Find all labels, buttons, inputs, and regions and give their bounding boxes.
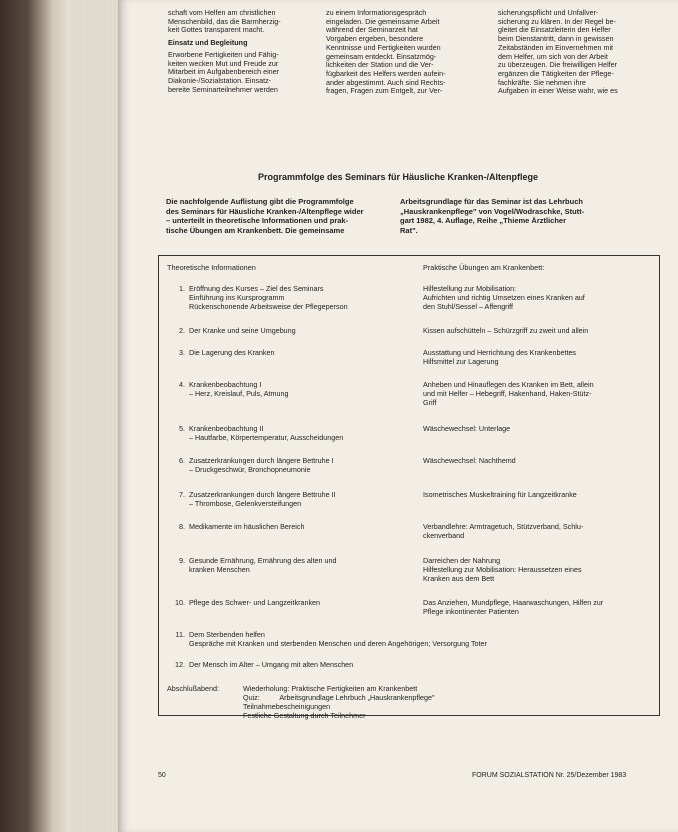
theory-cell — [167, 380, 288, 398]
practice-line: Anheben und Hinauflegen des Kranken im Bett, allein — [423, 380, 594, 389]
theory-line: 10. Pflege des Schwer- und Langzeitkranken — [167, 598, 320, 607]
program-row — [167, 660, 657, 669]
practice-line: Das Anziehen, Mundpflege, Haarwaschungen, Hilfen zur — [423, 598, 604, 607]
theory-line: 7. Zusatzerkrankungen durch längere Bettruhe II — [167, 490, 336, 499]
practice-cell — [423, 598, 653, 616]
closing-label: Abschlußabend: — [167, 684, 219, 693]
practice-line: und mit Helfer – Hebegriff, Hakenhand, Haken-Stütz- — [423, 389, 592, 398]
theory-line: – Druckgeschwür, Bronchopneumonie — [189, 465, 311, 474]
document-page — [118, 0, 678, 832]
row-number: 9. — [179, 556, 185, 565]
row-number: 12. — [175, 660, 185, 669]
text-line: Vorgaben ergeben, besondere — [326, 35, 424, 44]
theory-cell — [167, 456, 334, 474]
row-number: 11. — [175, 630, 185, 639]
intro-line: Rat". — [400, 225, 418, 235]
theory-line: kranken Menschen — [189, 565, 250, 574]
program-row — [167, 630, 657, 648]
top-column-3 — [498, 9, 646, 96]
practice-line: Verbandlehre: Armtragetuch, Stützverband, Schlu- — [423, 522, 584, 531]
intro-left — [166, 197, 388, 235]
practice-line: den Stuhl/Sessel – Affengriff — [423, 302, 514, 311]
program-title: Programmfolge des Seminars für Häusliche Kranken-/Altenpflege — [257, 172, 539, 182]
theory-line: 6. Zusatzerkrankungen durch längere Bettruhe I — [167, 456, 334, 465]
theory-line: Einführung ins Kursprogramm — [189, 293, 285, 302]
intro-right — [400, 197, 652, 235]
text-line: fragen, Fragen zum Entgelt, zur Ver- — [326, 87, 443, 96]
text-line: gemeinsam entdeckt. Einsatzmög- — [326, 52, 437, 61]
theory-cell — [167, 556, 336, 574]
text-line: keit Gottes transparent macht. — [168, 26, 265, 35]
practice-line: Kissen aufschütteln – Schürzgriff zu zweit und allein — [423, 326, 589, 335]
theory-line: Rückenschonende Arbeitsweise der Pflegeperson — [189, 302, 348, 311]
practice-cell — [423, 348, 653, 366]
text-line: fachkräfte. Sie nehmen ihre — [498, 78, 586, 87]
text-line: fügbarkeit des Helfers werden aufein- — [326, 69, 446, 78]
text-line: dem Helfer, um sich von der Arbeit — [498, 52, 608, 61]
header-practice: Praktische Übungen am Krankenbett: — [423, 263, 545, 272]
practice-cell — [423, 284, 653, 311]
text-line: während der Seminarzeit hat — [326, 26, 418, 35]
text-line: zu überzeugen. Die freiwilligen Helfer — [498, 61, 618, 70]
theory-line: 11. Dem Sterbenden helfen — [167, 630, 657, 639]
theory-cell — [167, 490, 336, 508]
practice-line: Wäschewechsel: Nachthemd — [423, 456, 516, 465]
header-theory: Theoretische Informationen — [167, 263, 256, 272]
top-column-2 — [326, 9, 454, 96]
practice-line: Hilfsmittel zur Lagerung — [423, 357, 499, 366]
text-line: sicherung zu klären. In der Regel be- — [498, 17, 616, 26]
section-heading: Einsatz und Begleitung — [168, 39, 248, 48]
closing-line: Wiederholung: Praktische Fertigkeiten am Krankenbett — [243, 684, 418, 693]
text-line: keiten wecken Mut und Freude zur — [168, 59, 279, 68]
top-column-1 — [168, 9, 288, 94]
row-number: 4. — [179, 380, 185, 389]
practice-line: Kranken aus dem Bett — [423, 574, 495, 583]
practice-cell — [423, 490, 653, 499]
text-line: sicherungspflicht und Unfallver- — [498, 9, 599, 17]
practice-line: Aufrichten und richtig Umsetzen eines Kranken auf — [423, 293, 585, 302]
theory-cell — [167, 326, 296, 335]
program-table — [158, 255, 660, 720]
intro-line: tische Übungen am Krankenbett. Die gemeinsame — [166, 225, 345, 235]
theory-line: 1. Eröffnung des Kurses – Ziel des Seminars — [167, 284, 348, 293]
practice-line: Darreichen der Nahrung — [423, 556, 501, 565]
intro-line: – unterteilt in theoretische Informationen und prak- — [166, 216, 349, 225]
text-line: lichkeiten der Station und die Ver- — [326, 61, 434, 70]
theory-line: 3. Die Lagerung des Kranken — [167, 348, 275, 357]
practice-line: Griff — [423, 398, 437, 407]
practice-line: Hilfestellung zur Mobilisation: — [423, 284, 517, 293]
intro-line: Die nachfolgende Auflistung gibt die Programmfolge — [166, 197, 354, 206]
text-line: Menschenbild, das die Barmherzig- — [168, 17, 281, 26]
page-edges — [70, 0, 118, 832]
theory-cell — [167, 424, 343, 442]
text-line: ander abgestimmt. Auch sind Rechts- — [326, 78, 446, 87]
intro-line: des Seminars für Häusliche Kranken-/Altenpflege wider — [166, 206, 364, 216]
journal-footer: FORUM SOZIALSTATION Nr. 25/Dezember 1983 — [472, 772, 627, 779]
practice-line: Hilfestellung zur Mobilisation: Heraussetzen eines — [423, 565, 582, 574]
practice-cell — [423, 556, 653, 583]
practice-line: Isometrisches Muskeltraining für Langzeitkranke — [423, 490, 577, 499]
text-line: eingeladen. Die gemeinsame Arbeit — [326, 17, 440, 26]
practice-line: Pflege inkontinenter Patienten — [423, 607, 519, 616]
theory-line: Gespräche mit Kranken und sterbenden Menschen und deren Angehörigen; Versorgung Toter — [189, 639, 487, 648]
row-number: 3. — [179, 348, 185, 357]
intro-line: „Hauskrankenpflege" von Vogel/Wodraschke, Stutt- — [400, 206, 585, 216]
theory-line: – Hautfarbe, Körpertemperatur, Ausscheidungen — [189, 433, 344, 442]
theory-line: 2. Der Kranke und seine Umgebung — [167, 326, 296, 335]
theory-line: 4. Krankenbeobachtung I — [167, 380, 288, 389]
text-line: Erworbene Fertigkeiten und Fähig- — [168, 50, 279, 59]
practice-cell — [423, 380, 653, 407]
row-number: 1. — [179, 284, 185, 293]
theory-line: 8. Medikamente im häuslichen Bereich — [167, 522, 304, 531]
row-number: 5. — [179, 424, 185, 433]
closing-items — [243, 684, 435, 720]
text-line: gleitet die Einsatzleiterin den Helfer — [498, 26, 611, 35]
row-number: 2. — [179, 326, 185, 335]
theory-line: 12. Der Mensch im Alter – Umgang mit alten Menschen — [167, 660, 657, 669]
closing-line: Quiz: Arbeitsgrundlage Lehrbuch „Hauskrankenpflege" — [243, 693, 435, 702]
theory-cell — [167, 598, 320, 607]
theory-line: 9. Gesunde Ernährung, Ernährung des alten und — [167, 556, 336, 565]
practice-cell — [423, 456, 653, 465]
theory-cell — [167, 284, 348, 311]
theory-cell — [167, 522, 304, 531]
row-number: 8. — [179, 522, 185, 531]
text-line: beim Dienstantritt, dann in gewissen — [498, 35, 614, 44]
page-number: 50 — [158, 772, 166, 779]
practice-cell — [423, 326, 653, 335]
theory-line: – Herz, Kreislauf, Puls, Atmung — [189, 389, 289, 398]
intro-line: gart 1982, 4. Auflage, Reihe „Thieme Ärztlicher — [400, 216, 567, 225]
practice-line: Ausstattung und Herrichtung des Krankenbettes — [423, 348, 577, 357]
row-number: 10. — [175, 598, 185, 607]
closing-line: Festliche Gestaltung durch Teilnehmer — [243, 711, 366, 720]
practice-line: ckenverband — [423, 531, 465, 540]
text-line: schaft vom Helfen am christlichen — [168, 9, 276, 17]
theory-line: – Thrombose, Gelenkversteifungen — [189, 499, 302, 508]
row-number: 7. — [179, 490, 185, 499]
theory-line: 5. Krankenbeobachtung II — [167, 424, 343, 433]
text-line: Zeitabständen im Einvernehmen mit — [498, 43, 614, 52]
text-line: zu einem Informationsgespräch — [326, 9, 427, 17]
row-number: 6. — [179, 456, 185, 465]
theory-cell — [167, 348, 275, 357]
text-line: Mitarbeit im Aufgabenbereich einer — [168, 68, 280, 77]
text-line: Diakonie-/Sozialstation. Einsatz- — [168, 76, 272, 85]
practice-line: Wäschewechsel: Unterlage — [423, 424, 511, 433]
intro-line: Arbeitsgrundlage für das Seminar ist das Lehrbuch — [400, 197, 583, 206]
text-line: bereite Seminarteilnehmer werden — [168, 85, 278, 94]
text-line: Aufgaben in einer Weise wahr, wie es — [498, 87, 618, 96]
practice-cell — [423, 522, 653, 540]
text-line: ergänzen die Tätigkeiten der Pflege- — [498, 69, 614, 78]
practice-cell — [423, 424, 653, 433]
book-spine — [0, 0, 70, 832]
closing-line: Teilnahmebescheinigungen — [243, 702, 331, 711]
text-line: Kenntnisse und Fertigkeiten wurden — [326, 43, 441, 52]
